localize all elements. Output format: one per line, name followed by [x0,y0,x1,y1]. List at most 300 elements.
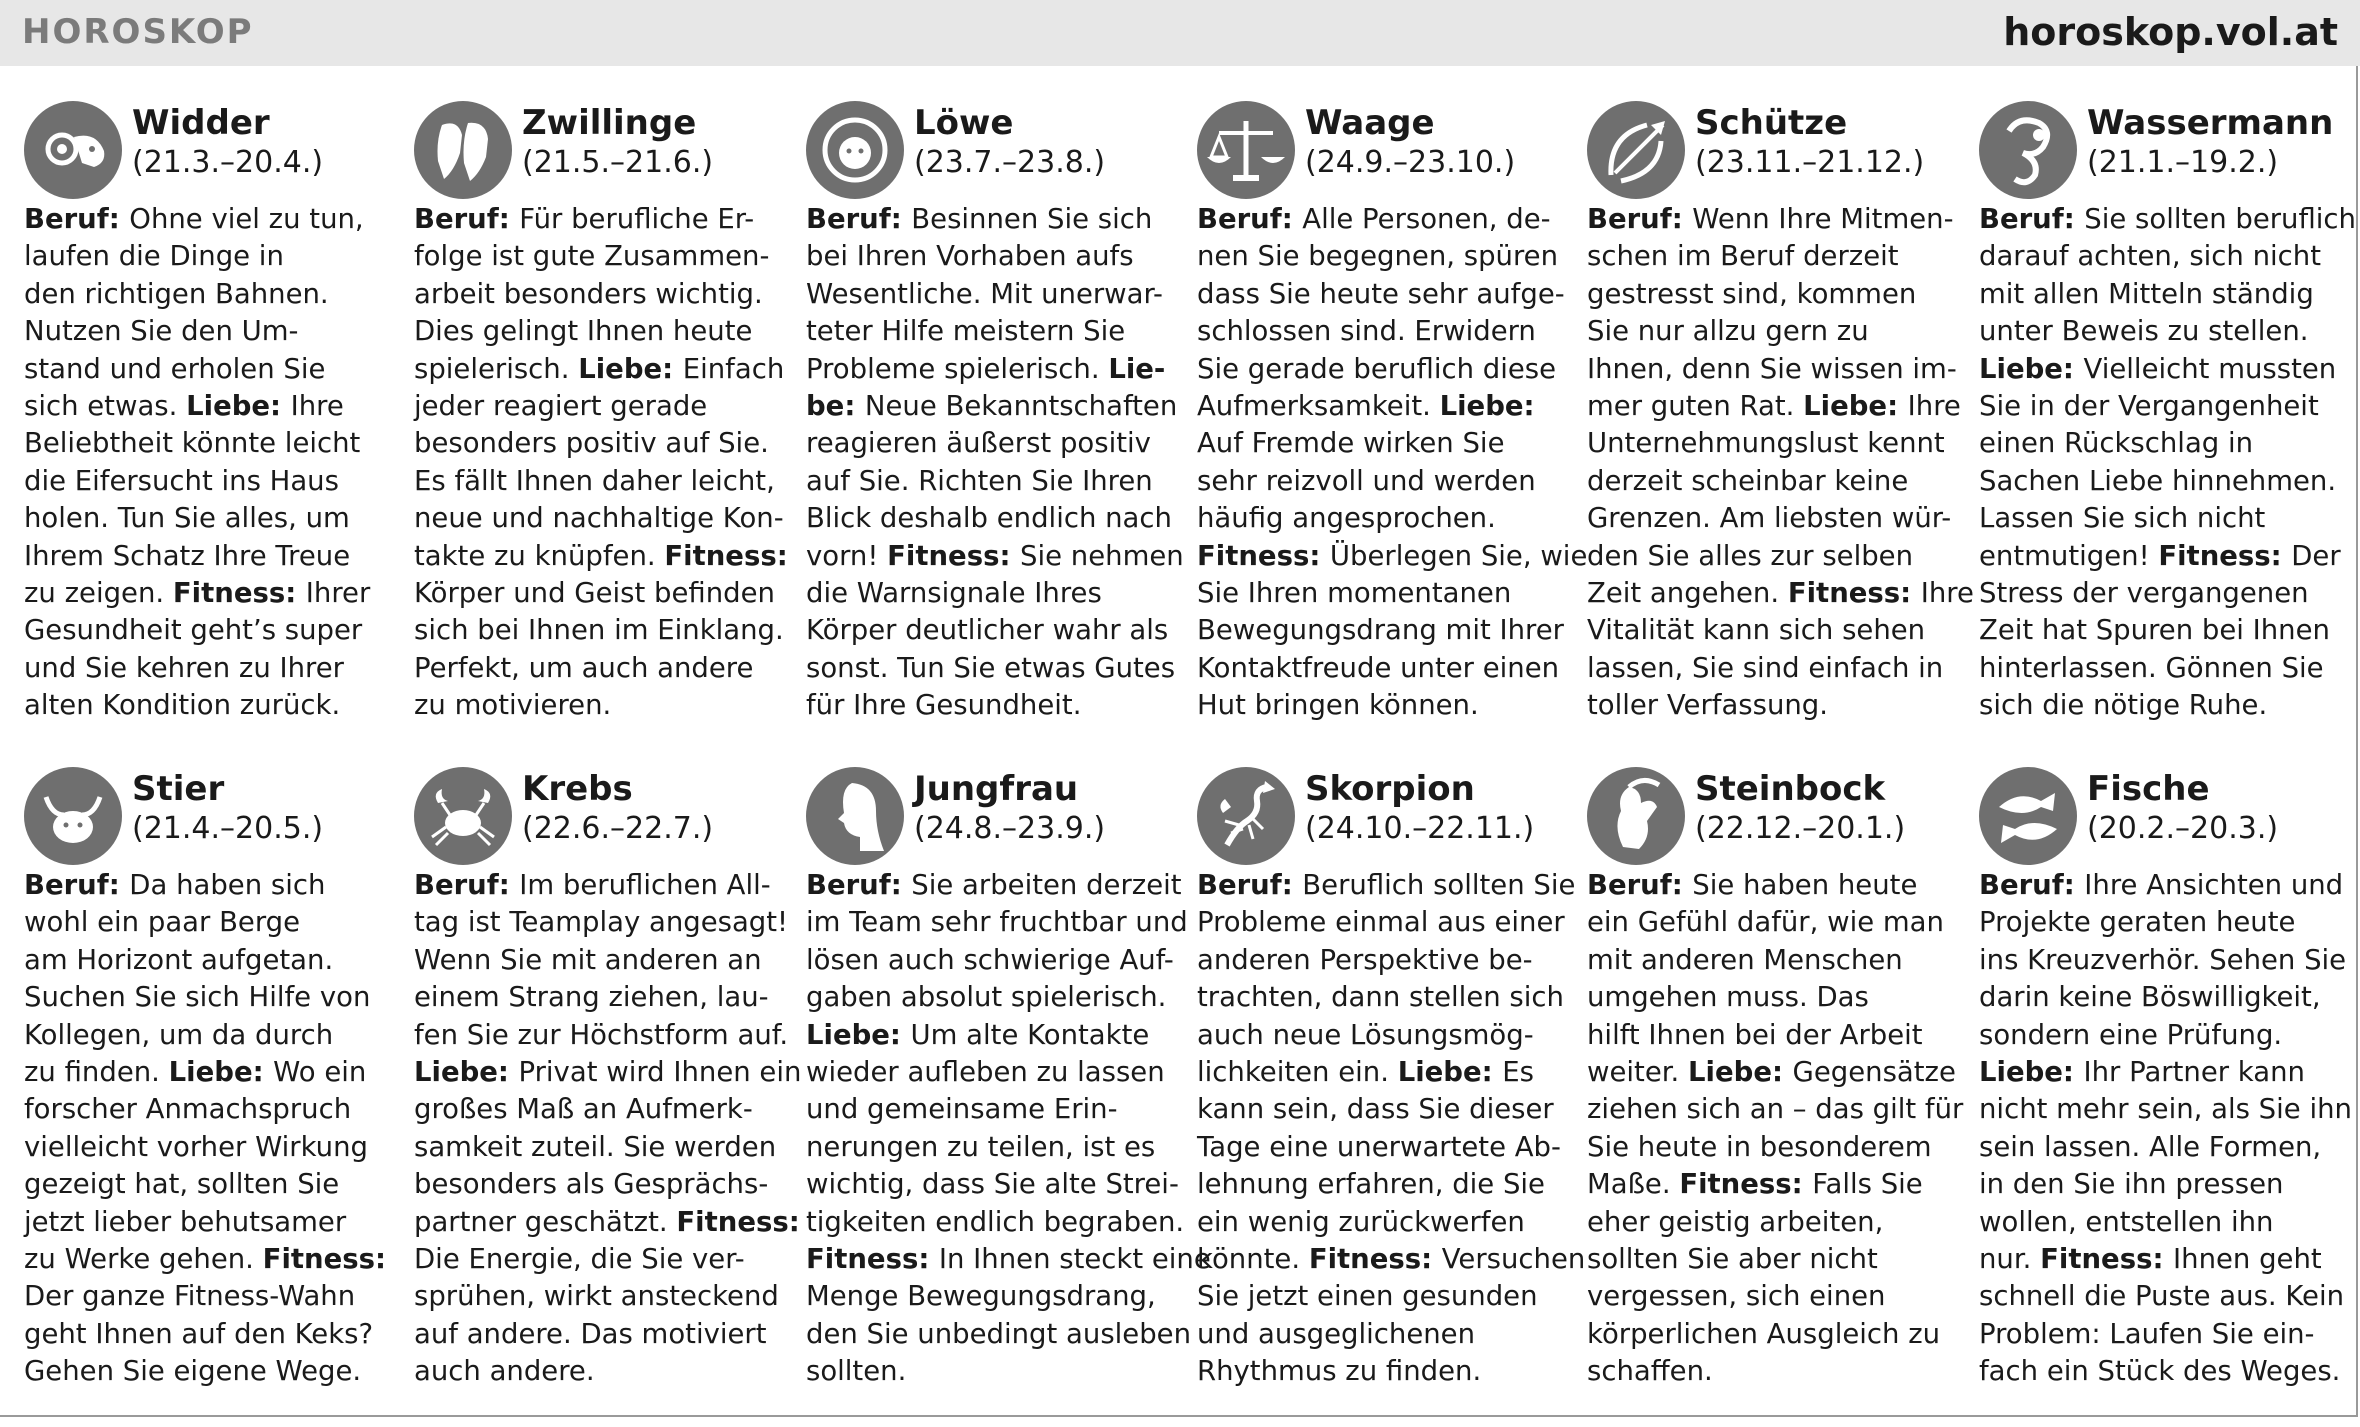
text-line [414,650,784,687]
text-line [1587,313,1957,350]
sign-name: Wassermann [2087,103,2334,143]
category-label: Fitness: [2040,1243,2174,1276]
text-line [1197,612,1567,649]
text-line [806,425,1176,462]
text-segment: alten Kondition zurück. [24,689,341,722]
text-segment: Es fällt Ihnen daher leicht, [414,464,775,497]
text-line [414,1241,784,1278]
text-line [1587,1091,1964,1128]
text-line [1587,575,1974,612]
text-segment: In Ihnen steckt eine [938,1243,1211,1276]
text-line [1587,388,1961,425]
text-line [806,351,1176,388]
horoscope-steinbock [1587,767,1964,1427]
text-segment: nicht mehr sein, als Sie ihn [1979,1093,2352,1126]
text-line [1979,351,2349,388]
category-label: Liebe: [168,1056,274,1089]
text-line [414,575,784,612]
text-line [1587,1017,1957,1054]
header-bar [0,0,2360,66]
text-line [1587,351,1957,388]
text-line [806,867,1182,904]
text-line [1197,388,1567,425]
horoscope-text [414,867,802,1391]
category-label: Liebe: [806,1018,911,1051]
text-segment: Ihr Partner kann [2083,1056,2305,1089]
text-segment: ins Kreuzverhör. Sehen Sie [1979,943,2347,976]
text-segment: zu motivieren. [414,689,612,722]
text-segment: Hut bringen können. [1197,689,1479,722]
horoscope-löwe [806,101,1184,761]
text-line [1979,1353,2349,1390]
text-segment: arbeit besonders wichtig. [414,277,763,310]
text-segment: Bewegungsdrang mit Ihrer [1197,614,1564,647]
text-line [414,1204,800,1241]
category-label: Fitness: [1308,1243,1442,1276]
text-line [414,979,784,1016]
sign-dates: (20.2.–20.3.) [2087,811,2279,846]
category-label: Beruf: [24,869,130,901]
sign-name: Schütze [1695,103,1848,143]
text-segment: schaffen. [1587,1355,1713,1388]
text-line [1197,238,1567,275]
text-line [1979,1241,2349,1278]
text-segment: toller Verfassung. [1587,689,1829,722]
text-segment: Vielleicht mussten [2083,352,2337,385]
water-bearer-icon [1979,101,2077,199]
text-segment: eher geistig arbeiten, [1587,1205,1884,1238]
text-line [806,687,1176,724]
text-segment: im Team sehr fruchtbar und [806,906,1188,939]
category-label: Fitness: [676,1205,800,1238]
text-segment: Maße. [1587,1168,1680,1201]
text-line [414,238,784,275]
text-segment: Im beruflichen All- [519,869,771,901]
text-segment: folge ist gute Zusammen- [414,240,770,273]
text-line [24,1091,394,1128]
text-line [414,867,784,904]
text-line [1587,979,1957,1016]
sign-dates: (23.11.–21.12.) [1695,145,1925,180]
text-line [24,388,394,425]
text-line [1979,463,2349,500]
text-segment: holen. Tun Sie alles, um [24,502,350,535]
sign-dates: (21.1.–19.2.) [2087,145,2279,180]
text-segment: gezeigt hat, sollten Sie [24,1168,340,1201]
text-line [24,1017,394,1054]
text-segment: kann sein, dass Sie dieser [1197,1093,1554,1126]
sign-dates: (22.6.–22.7.) [522,811,714,846]
text-segment: wieder aufleben zu lassen [806,1056,1165,1089]
sign-dates: (21.5.–21.6.) [522,145,714,180]
text-line [1979,942,2349,979]
text-segment: Menge Bewegungsdrang, [806,1280,1156,1313]
text-line [1197,1316,1567,1353]
sign-dates: (24.8.–23.9.) [914,811,1106,846]
text-line [1197,538,1588,575]
text-segment: Sie nehmen [1020,539,1184,572]
text-line [414,276,784,313]
text-line [414,351,784,388]
text-line [24,1204,394,1241]
text-segment: ziehen sich an – das gilt für [1587,1093,1964,1126]
text-segment: sonst. Tun Sie etwas Gutes [806,651,1176,684]
text-segment: mit allen Mitteln ständig [1979,277,2314,310]
text-line [24,1129,394,1166]
horoscope-krebs [414,767,802,1427]
category-label: Liebe: [1397,1056,1503,1089]
category-label: Liebe: [1439,390,1535,423]
text-segment: Gegensätze [1792,1056,1956,1089]
category-label: Beruf: [24,203,130,235]
text-line [806,1316,1192,1353]
text-segment: Tage eine unerwartete Ab- [1197,1130,1561,1163]
text-segment: laufen die Dinge in [24,240,284,273]
text-line [1587,904,1957,941]
horoscope-jungfrau [806,767,1211,1427]
text-segment: Besinnen Sie sich [911,203,1153,235]
text-line [24,612,394,649]
text-line [1587,500,1957,537]
text-segment: schnell die Puste aus. Kein [1979,1280,2345,1313]
text-segment: Zeit hat Spuren bei Ihnen [1979,614,2330,647]
text-line [24,942,394,979]
site-url: horoskop.vol.at [2003,10,2338,54]
text-segment: Sie nur allzu gern zu [1587,315,1869,348]
text-line [414,612,784,649]
category-label: Beruf: [414,203,520,235]
text-segment: Versuchen [1441,1243,1586,1276]
sign-name: Widder [132,103,270,143]
fishes-icon [1979,767,2077,865]
text-segment: wohl ein paar Berge [24,906,301,939]
text-segment: Der ganze Fitness-Wahn [24,1280,356,1313]
text-segment: Kollegen, um da durch [24,1018,334,1051]
text-segment: mer guten Rat. [1587,390,1804,423]
capricorn-icon [1587,767,1685,865]
text-segment: Sie heute in besonderem [1587,1130,1932,1163]
text-line [1979,276,2349,313]
sign-name: Krebs [522,769,633,809]
text-segment: Wo ein [273,1056,367,1089]
text-line [1979,388,2349,425]
text-line [1979,1316,2349,1353]
text-segment: takte zu knüpfen. [414,539,665,572]
text-line [414,463,784,500]
text-line [1197,500,1567,537]
horoscope-widder [24,101,394,761]
text-segment: Es [1502,1056,1534,1089]
text-line [414,538,788,575]
text-line [1979,201,2356,238]
sign-dates: (21.3.–20.4.) [132,145,324,180]
text-segment: sein lassen. Alle Formen, [1979,1130,2322,1163]
text-segment: Sie haben heute [1692,869,1918,901]
text-line [806,1278,1176,1315]
text-segment: Falls Sie [1812,1168,1923,1201]
text-segment: umgehen muss. Das [1587,981,1869,1014]
text-segment: forscher Anmachspruch [24,1093,352,1126]
text-segment: auf Sie. Richten Sie Ihren [806,464,1153,497]
text-segment: Ihrer [305,577,371,610]
text-segment: in den Sie ihn pressen [1979,1168,2284,1201]
text-line [1197,650,1567,687]
text-segment: für Ihre Gesundheit. [806,689,1082,722]
text-segment: nen Sie begegnen, spüren [1197,240,1559,273]
sign-name: Skorpion [1305,769,1475,809]
text-segment: Wenn Ihre Mitmen- [1692,203,1954,235]
text-segment: dass Sie heute sehr aufge- [1197,277,1565,310]
horoscope-fische [1979,767,2352,1427]
text-line [414,942,784,979]
text-line [1587,1353,1957,1390]
text-segment: Probleme spielerisch. [806,352,1109,385]
text-segment: anderen Perspektive be- [1197,943,1533,976]
text-line [1197,904,1567,941]
text-line [1979,612,2349,649]
text-segment: den Sie alles zur selben [1587,539,1914,572]
text-line [806,650,1176,687]
text-segment: Grenzen. Am liebsten wür- [1587,502,1952,535]
sign-name: Fische [2087,769,2210,809]
text-segment: Suchen Sie sich Hilfe von [24,981,371,1014]
text-segment: Ihre [1920,577,1974,610]
text-segment: Zeit angehen. [1587,577,1788,610]
text-line [1979,538,2349,575]
text-segment: Ihnen, denn Sie wissen im- [1587,352,1957,385]
text-line [1979,1017,2349,1054]
text-line [1197,1054,1567,1091]
text-segment: lichkeiten ein. [1197,1056,1398,1089]
text-segment: großes Maß an Aufmerk- [414,1093,753,1126]
text-segment: ein wenig zurückwerfen [1197,1205,1525,1238]
text-line [1979,904,2349,941]
text-line [1979,313,2349,350]
text-segment: Blick deshalb endlich nach [806,502,1172,535]
text-segment: auch andere. [414,1355,595,1388]
text-segment: Beruflich sollten Sie [1302,869,1576,901]
text-segment: Vitalität kann sich sehen [1587,614,1926,647]
text-segment: fach ein Stück des Weges. [1979,1355,2341,1388]
text-line [806,238,1176,275]
text-segment: besonders positiv auf Sie. [414,427,769,460]
text-segment: Für berufliche Er- [519,203,755,235]
text-line [1587,1166,1957,1203]
text-line [414,201,784,238]
text-segment: jeder reagiert gerade [414,390,708,423]
category-label: Liebe: [1979,352,2084,385]
text-segment: Die Energie, die Sie ver- [414,1243,745,1276]
text-line [1979,575,2349,612]
text-segment: auch neue Lösungsmög- [1197,1018,1534,1051]
text-segment: häufig angesprochen. [1197,502,1496,535]
text-segment: stand und erholen Sie [24,352,326,385]
text-segment: Körper deutlicher wahr als [806,614,1169,647]
text-line [1197,1241,1586,1278]
text-segment: sollten. [806,1355,907,1388]
text-segment: den Sie unbedingt ausleben [806,1317,1192,1350]
text-segment: nerungen zu teilen, ist es [806,1130,1156,1163]
text-segment: körperlichen Ausgleich zu [1587,1317,1941,1350]
text-segment: Rhythmus zu finden. [1197,1355,1482,1388]
text-line [806,1204,1185,1241]
text-segment: den richtigen Bahnen. [24,277,329,310]
text-line [1587,201,1957,238]
text-segment: gaben absolut spielerisch. [806,981,1167,1014]
text-segment: Gesundheit geht’s super [24,614,363,647]
text-line [1197,1166,1567,1203]
text-segment: Einfach [682,352,785,385]
text-segment: Nutzen Sie den Um- [24,315,299,348]
text-line [806,500,1176,537]
text-segment: lösen auch schwierige Auf- [806,943,1174,976]
archer-icon [1587,101,1685,199]
text-line [1197,1278,1567,1315]
text-line [24,1353,394,1390]
text-line [24,904,394,941]
text-line [414,500,784,537]
text-segment: Problem: Laufen Sie ein- [1979,1317,2315,1350]
text-line [414,1278,784,1315]
text-segment: spielerisch. [414,352,579,385]
text-line [1197,1353,1567,1390]
text-segment: Stress der vergangenen [1979,577,2309,610]
text-segment: Privat wird Ihnen ein [518,1056,802,1089]
text-segment: fen Sie zur Höchstform auf. [414,1018,789,1051]
section-title: HOROSKOP [22,12,254,52]
text-line [1979,238,2349,275]
horoscope-text [1197,867,1586,1391]
text-segment: geht Ihnen auf den Keks? [24,1317,374,1350]
text-segment: Beliebtheit könnte leicht [24,427,361,460]
text-line [24,1054,394,1091]
text-segment: vorn! [806,539,888,572]
sign-name: Stier [132,769,225,809]
text-segment: darin keine Böswilligkeit, [1979,981,2321,1014]
text-segment: Ihnen geht [2173,1243,2322,1276]
bull-icon [24,767,122,865]
text-segment: reagieren äußerst positiv [806,427,1151,460]
sign-name: Zwillinge [522,103,697,143]
text-line [806,276,1176,313]
text-line [1979,687,2349,724]
text-line [1979,1278,2349,1315]
text-segment: Projekte geraten heute [1979,906,2296,939]
text-line [24,463,394,500]
text-line [1979,1166,2349,1203]
text-segment: Um alte Kontakte [910,1018,1150,1051]
text-line [1979,500,2349,537]
text-line [414,1353,784,1390]
horoscope-wassermann [1979,101,2356,761]
horoscope-text [806,867,1211,1391]
text-segment: lehnung erfahren, die Sie [1197,1168,1545,1201]
category-label: Lie- [1108,352,1166,385]
category-label: Fitness: [262,1243,386,1276]
text-segment: nur. [1979,1243,2041,1276]
text-line [1587,1241,1957,1278]
text-line [1979,867,2349,904]
text-line [414,1091,784,1128]
text-line [1587,612,1957,649]
text-segment: Überlegen Sie, wie [1329,539,1588,572]
text-line [806,313,1176,350]
text-line [1197,201,1567,238]
text-line [24,1166,394,1203]
horoscope-text [1587,201,1974,725]
scales-icon [1197,101,1295,199]
text-line [806,201,1176,238]
text-line [1197,351,1567,388]
text-segment: vielleicht vorher Wirkung [24,1130,368,1163]
text-line [1979,1054,2349,1091]
text-segment: Auf Fremde wirken Sie [1197,427,1505,460]
text-line [1197,942,1567,979]
text-segment: zu zeigen. [24,577,173,610]
category-label: Beruf: [806,203,912,235]
text-segment: wollen, entstellen ihn [1979,1205,2274,1238]
text-line [1197,463,1567,500]
text-segment: weiter. [1587,1056,1689,1089]
sign-name: Löwe [914,103,1014,143]
text-line [1587,650,1957,687]
text-segment: Unternehmungslust kennt [1587,427,1945,460]
text-segment: auf andere. Das motiviert [414,1317,767,1350]
text-line [806,463,1176,500]
text-segment: und ausgeglichenen [1197,1317,1476,1350]
text-segment: Wenn Sie mit anderen an [414,943,762,976]
text-line [1197,687,1567,724]
sign-name: Waage [1305,103,1435,143]
text-segment: Wesentliche. Mit unerwar- [806,277,1163,310]
horoscope-text [1979,867,2352,1391]
text-segment: besonders als Gesprächs- [414,1168,769,1201]
text-segment: die Warnsignale Ihres [806,577,1102,610]
text-segment: ein Gefühl dafür, wie man [1587,906,1944,939]
category-label: Liebe: [578,352,683,385]
text-line [1979,1129,2349,1166]
text-line [1587,1316,1957,1353]
text-segment: partner geschätzt. [414,1205,677,1238]
text-segment: teter Hilfe meistern Sie [806,315,1126,348]
text-segment: bei Ihren Vorhaben aufs [806,240,1134,273]
text-segment: darauf achten, sich nicht [1979,240,2321,273]
horoscope-zwillinge [414,101,788,761]
sign-dates: (23.7.–23.8.) [914,145,1106,180]
text-line [806,612,1176,649]
category-label: Beruf: [1587,869,1693,901]
text-segment: Ihre [290,390,344,423]
lion-icon [806,101,904,199]
text-line [1979,1204,2349,1241]
text-line [1587,425,1957,462]
text-segment: einen Rückschlag in [1979,427,2254,460]
text-line [24,313,394,350]
text-segment: Sie gerade beruflich diese [1197,352,1557,385]
text-segment: Sie arbeiten derzeit [911,869,1182,901]
text-segment: Kontaktfreude unter einen [1197,651,1560,684]
horoscope-text [1587,867,1964,1391]
text-segment: Ihre Ansichten und [2084,869,2344,901]
text-line [806,979,1176,1016]
text-line [1197,867,1576,904]
category-label: Fitness: [2158,539,2292,572]
text-line [24,351,394,388]
horoscope-waage [1197,101,1588,761]
text-line [414,1166,784,1203]
category-label: Fitness: [806,1243,939,1276]
text-line [1979,650,2349,687]
